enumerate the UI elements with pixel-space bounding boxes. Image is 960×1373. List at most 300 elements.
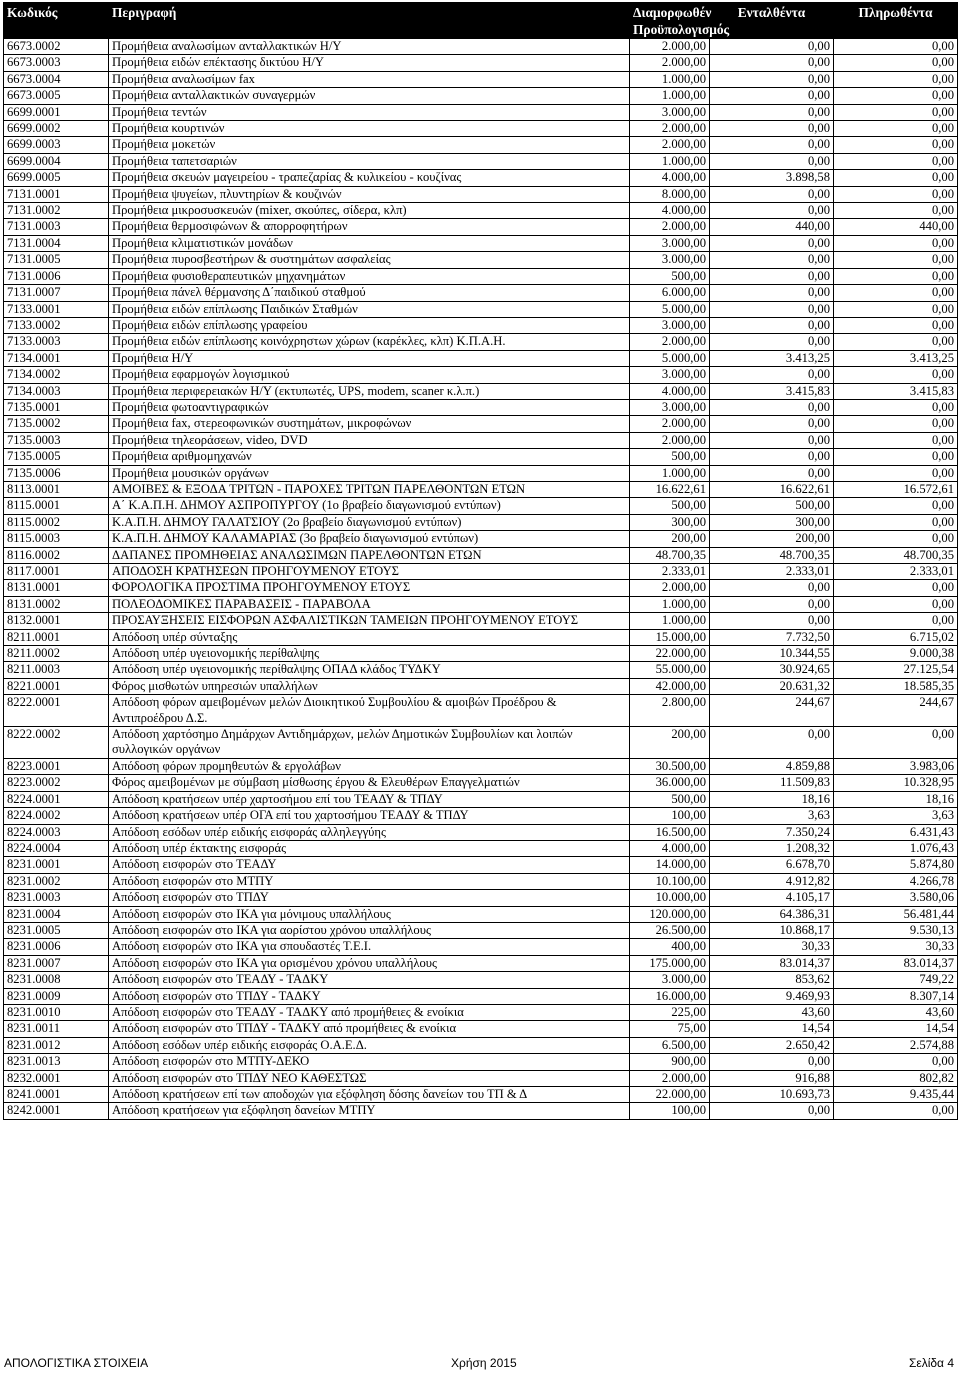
cell-paid: 18,16 [834, 791, 958, 807]
cell-committed: 0,00 [710, 580, 834, 596]
cell-code: 7131.0003 [4, 219, 109, 235]
cell-code: 7131.0007 [4, 285, 109, 301]
footer-page-number: Σελίδα 4 [908, 1356, 954, 1370]
cell-budget: 42.000,00 [630, 678, 710, 694]
cell-description: Προμήθεια περιφερειακών Η/Υ (εκτυπωτές, UPS, modem, scaner κ.λ.π.) [109, 383, 630, 399]
cell-paid: 0,00 [834, 432, 958, 448]
table-row [4, 39, 958, 55]
cell-paid: 0,00 [834, 71, 958, 87]
cell-committed: 0,00 [710, 1103, 834, 1119]
cell-description: Απόδοση υπέρ υγειονομικής περίθαλψης ΟΠΑΔ κλάδος ΤΥΔΚΥ [109, 662, 630, 678]
cell-budget: 400,00 [630, 939, 710, 955]
cell-paid: 6.431,43 [834, 824, 958, 840]
cell-code: 7133.0001 [4, 301, 109, 317]
cell-budget: 175.000,00 [630, 955, 710, 971]
cell-budget: 4.000,00 [630, 203, 710, 219]
table-row [4, 268, 958, 284]
cell-budget: 500,00 [630, 449, 710, 465]
cell-description: Προμήθεια ειδών επίπλωσης κοινόχρηστων χώρων (καρέκλες, κλπ) Κ.Π.Α.Η. [109, 334, 630, 350]
cell-paid: 0,00 [834, 596, 958, 612]
cell-budget: 30.500,00 [630, 758, 710, 774]
header-code: Κωδικός [4, 3, 109, 39]
cell-paid: 9.000,38 [834, 646, 958, 662]
cell-description: Προμήθεια τηλεοράσεων, video, DVD [109, 432, 630, 448]
cell-paid: 16.572,61 [834, 481, 958, 497]
cell-budget: 120.000,00 [630, 906, 710, 922]
table-row [4, 695, 958, 727]
cell-code: 8224.0001 [4, 791, 109, 807]
cell-paid: 0,00 [834, 399, 958, 415]
cell-budget: 14.000,00 [630, 857, 710, 873]
cell-budget: 3.000,00 [630, 317, 710, 333]
cell-paid: 0,00 [834, 1103, 958, 1119]
cell-code: 7131.0001 [4, 186, 109, 202]
cell-paid: 56.481,44 [834, 906, 958, 922]
cell-budget: 3.000,00 [630, 972, 710, 988]
table-row [4, 775, 958, 791]
cell-description: Προμήθεια αναλωσίμων fax [109, 71, 630, 87]
cell-committed: 0,00 [710, 1054, 834, 1070]
table-row [4, 334, 958, 350]
cell-code: 8223.0001 [4, 758, 109, 774]
cell-description: Προμήθεια μοκετών [109, 137, 630, 153]
cell-budget: 2.000,00 [630, 39, 710, 55]
table-row [4, 252, 958, 268]
cell-description: Απόδοση εισφορών στο ΤΠΔΥ - ΤΑΔΚΥ [109, 988, 630, 1004]
cell-budget: 3.000,00 [630, 399, 710, 415]
cell-code: 7131.0004 [4, 235, 109, 251]
cell-paid: 3.580,06 [834, 890, 958, 906]
cell-code: 8231.0002 [4, 873, 109, 889]
cell-committed: 9.469,93 [710, 988, 834, 1004]
cell-code: 8241.0001 [4, 1087, 109, 1103]
cell-budget: 5.000,00 [630, 350, 710, 366]
cell-description: Προμήθεια ειδών επέκτασης δικτύου Η/Υ [109, 55, 630, 71]
cell-code: 7135.0003 [4, 432, 109, 448]
cell-code: 7133.0002 [4, 317, 109, 333]
cell-paid: 1.076,43 [834, 840, 958, 856]
table-row [4, 1021, 958, 1037]
cell-description: Προμήθεια αριθμομηχανών [109, 449, 630, 465]
table-row [4, 121, 958, 137]
table-row [4, 890, 958, 906]
table-row [4, 613, 958, 629]
cell-description: ΑΜΟΙΒΕΣ & ΕΞΟΔΑ ΤΡΙΤΩΝ - ΠΑΡΟΧΕΣ ΤΡΙΤΩΝ ΠΑΡΕΛΘΟΝΤΩΝ ΕΤΩΝ [109, 481, 630, 497]
cell-code: 8113.0001 [4, 481, 109, 497]
table-row [4, 301, 958, 317]
table-row [4, 367, 958, 383]
cell-code: 7135.0005 [4, 449, 109, 465]
table-row [4, 596, 958, 612]
cell-committed: 0,00 [710, 465, 834, 481]
cell-description: Προμήθεια τεντών [109, 104, 630, 120]
cell-paid: 14,54 [834, 1021, 958, 1037]
table-row [4, 972, 958, 988]
cell-code: 7131.0002 [4, 203, 109, 219]
cell-code: 6673.0003 [4, 55, 109, 71]
table-row [4, 317, 958, 333]
cell-code: 8115.0002 [4, 514, 109, 530]
cell-paid: 2.333,01 [834, 564, 958, 580]
cell-budget: 22.000,00 [630, 646, 710, 662]
header-description: Περιγραφή [109, 3, 630, 39]
cell-committed: 10.344,55 [710, 646, 834, 662]
table-row [4, 498, 958, 514]
cell-paid: 0,00 [834, 301, 958, 317]
table-row [4, 104, 958, 120]
cell-code: 6673.0002 [4, 39, 109, 55]
cell-paid: 0,00 [834, 613, 958, 629]
cell-code: 6699.0002 [4, 121, 109, 137]
cell-paid: 0,00 [834, 268, 958, 284]
cell-committed: 14,54 [710, 1021, 834, 1037]
cell-committed: 2.333,01 [710, 564, 834, 580]
cell-budget: 10.100,00 [630, 873, 710, 889]
table-row [4, 857, 958, 873]
cell-description: Φόρος μισθωτών υπηρεσιών υπαλλήλων [109, 678, 630, 694]
cell-paid: 6.715,02 [834, 629, 958, 645]
cell-committed: 300,00 [710, 514, 834, 530]
cell-description: Προμήθεια ανταλλακτικών συναγερμών [109, 88, 630, 104]
cell-description: ΑΠΟΔΟΣΗ ΚΡΑΤΗΣΕΩΝ ΠΡΟΗΓΟΥΜΕΝΟΥ ΕΤΟΥΣ [109, 564, 630, 580]
cell-committed: 4.912,82 [710, 873, 834, 889]
cell-code: 8231.0008 [4, 972, 109, 988]
cell-code: 6673.0005 [4, 88, 109, 104]
cell-description: Απόδοση εισφορών στο ΤΕΑΔΥ - ΤΑΔΚΥ από προμήθειες & ενοίκια [109, 1004, 630, 1020]
cell-description: Προμήθεια μουσικών οργάνων [109, 465, 630, 481]
cell-code: 8232.0001 [4, 1070, 109, 1086]
cell-description: Απόδοση υπέρ έκτακτης εισφοράς [109, 840, 630, 856]
cell-paid: 0,00 [834, 531, 958, 547]
cell-code: 7131.0006 [4, 268, 109, 284]
cell-budget: 225,00 [630, 1004, 710, 1020]
table-row [4, 203, 958, 219]
cell-code: 7134.0002 [4, 367, 109, 383]
table-row [4, 646, 958, 662]
cell-budget: 2.000,00 [630, 121, 710, 137]
cell-code: 6699.0005 [4, 170, 109, 186]
cell-committed: 20.631,32 [710, 678, 834, 694]
cell-description: Προμήθεια μικροσυσκευών (mixer, σκούπες, σίδερα, κλπ) [109, 203, 630, 219]
cell-budget: 100,00 [630, 808, 710, 824]
cell-budget: 1.000,00 [630, 71, 710, 87]
cell-committed: 0,00 [710, 449, 834, 465]
cell-committed: 30,33 [710, 939, 834, 955]
cell-description: Προμήθεια ψυγείων, πλυντηρίων & κουζινών [109, 186, 630, 202]
table-row [4, 1037, 958, 1053]
cell-committed: 7.350,24 [710, 824, 834, 840]
cell-description: Απόδοση κρατήσεων υπέρ χαρτοσήμου επί του ΤΕΑΔΥ & ΤΠΔΥ [109, 791, 630, 807]
cell-paid: 27.125,54 [834, 662, 958, 678]
table-row [4, 662, 958, 678]
cell-paid: 244,67 [834, 695, 958, 727]
table-row [4, 840, 958, 856]
table-row [4, 1070, 958, 1086]
cell-description: Απόδοση εσόδων υπέρ ειδικής εισφοράς Ο.Α.Ε.Δ. [109, 1037, 630, 1053]
cell-code: 6699.0003 [4, 137, 109, 153]
cell-budget: 2.800,00 [630, 695, 710, 727]
table-row [4, 873, 958, 889]
cell-description: Κ.Α.Π.Η. ΔΗΜΟΥ ΓΑΛΑΤΣΙΟΥ (2ο βραβείο διαγωνισμού εντύπων) [109, 514, 630, 530]
cell-paid: 0,00 [834, 1054, 958, 1070]
cell-description: Προμήθεια φυσιοθεραπευτικών μηχανημάτων [109, 268, 630, 284]
cell-code: 8115.0003 [4, 531, 109, 547]
cell-budget: 2.000,00 [630, 334, 710, 350]
cell-description: Απόδοση εισφορών στο ΤΕΑΔΥ - ΤΑΔΚΥ [109, 972, 630, 988]
cell-code: 8224.0004 [4, 840, 109, 856]
cell-code: 8223.0002 [4, 775, 109, 791]
table-row [4, 629, 958, 645]
cell-paid: 8.307,14 [834, 988, 958, 1004]
cell-description: Απόδοση εισφορών στο ΜΤΠΥ [109, 873, 630, 889]
cell-code: 8224.0003 [4, 824, 109, 840]
cell-committed: 200,00 [710, 531, 834, 547]
cell-description: Προμήθεια θερμοσιφώνων & απορροφητήρων [109, 219, 630, 235]
table-row [4, 1054, 958, 1070]
cell-code: 7133.0003 [4, 334, 109, 350]
cell-budget: 16.622,61 [630, 481, 710, 497]
cell-code: 8231.0007 [4, 955, 109, 971]
cell-committed: 3.898,58 [710, 170, 834, 186]
cell-paid: 0,00 [834, 55, 958, 71]
cell-description: ΠΟΛΕΟΔΟΜΙΚΕΣ ΠΑΡΑΒΑΣΕΙΣ - ΠΑΡΑΒΟΛΑ [109, 596, 630, 612]
cell-description: Απόδοση κρατήσεων για εξόφληση δανείων ΜΤΠΥ [109, 1103, 630, 1119]
cell-paid: 9.530,13 [834, 922, 958, 938]
cell-paid: 0,00 [834, 367, 958, 383]
cell-paid: 0,00 [834, 580, 958, 596]
table-row [4, 383, 958, 399]
table-row [4, 531, 958, 547]
cell-code: 7135.0002 [4, 416, 109, 432]
table-row [4, 481, 958, 497]
table-row [4, 219, 958, 235]
cell-budget: 6.500,00 [630, 1037, 710, 1053]
table-row [4, 580, 958, 596]
cell-budget: 3.000,00 [630, 252, 710, 268]
cell-budget: 3.000,00 [630, 104, 710, 120]
cell-code: 8231.0003 [4, 890, 109, 906]
cell-paid: 3.983,06 [834, 758, 958, 774]
cell-committed: 0,00 [710, 186, 834, 202]
footer-fiscal-year: Χρήση 2015 [451, 1356, 517, 1370]
table-row [4, 350, 958, 366]
cell-paid: 3,63 [834, 808, 958, 824]
cell-committed: 0,00 [710, 88, 834, 104]
cell-code: 8221.0001 [4, 678, 109, 694]
cell-paid: 0,00 [834, 39, 958, 55]
cell-paid: 0,00 [834, 170, 958, 186]
cell-committed: 1.208,32 [710, 840, 834, 856]
cell-paid: 0,00 [834, 252, 958, 268]
cell-paid: 0,00 [834, 88, 958, 104]
cell-committed: 853,62 [710, 972, 834, 988]
cell-committed: 4.859,88 [710, 758, 834, 774]
cell-paid: 0,00 [834, 186, 958, 202]
cell-paid: 2.574,88 [834, 1037, 958, 1053]
footer-document-title: ΑΠΟΛΟΓΙΣΤΙΚΑ ΣΤΟΙΧΕΙΑ [4, 1356, 149, 1370]
cell-code: 8222.0002 [4, 727, 109, 759]
cell-code: 8117.0001 [4, 564, 109, 580]
table-row [4, 514, 958, 530]
cell-paid: 9.435,44 [834, 1087, 958, 1103]
cell-description: Φόρος αμειβομένων με σύμβαση μίσθωσης έργου & Ελευθέρων Επαγγελματιών [109, 775, 630, 791]
cell-committed: 4.105,17 [710, 890, 834, 906]
page-footer [0, 1356, 960, 1372]
cell-budget: 1.000,00 [630, 596, 710, 612]
cell-budget: 1.000,00 [630, 153, 710, 169]
cell-description: Προμήθεια φωτοαντιγραφικών [109, 399, 630, 415]
cell-committed: 0,00 [710, 399, 834, 415]
table-row [4, 285, 958, 301]
cell-budget: 4.000,00 [630, 170, 710, 186]
cell-committed: 3.415,83 [710, 383, 834, 399]
table-row [4, 564, 958, 580]
cell-description: Προμήθεια ταπετσαριών [109, 153, 630, 169]
cell-committed: 0,00 [710, 39, 834, 55]
cell-paid: 10.328,95 [834, 775, 958, 791]
cell-committed: 0,00 [710, 121, 834, 137]
cell-committed: 0,00 [710, 596, 834, 612]
table-body [4, 39, 958, 1120]
cell-budget: 100,00 [630, 1103, 710, 1119]
cell-budget: 500,00 [630, 498, 710, 514]
cell-description: Κ.Α.Π.Η. ΔΗΜΟΥ ΚΑΛΑΜΑΡΙΑΣ (3ο βραβείο διαγωνισμού εντύπων) [109, 531, 630, 547]
cell-description: Απόδοση υπέρ υγειονομικής περίθαλψης [109, 646, 630, 662]
cell-committed: 0,00 [710, 367, 834, 383]
cell-committed: 0,00 [710, 432, 834, 448]
cell-code: 8132.0001 [4, 613, 109, 629]
cell-budget: 22.000,00 [630, 1087, 710, 1103]
cell-budget: 2.000,00 [630, 55, 710, 71]
cell-description: Απόδοση εισφορών στο ΤΠΔΥ - ΤΑΔΚΥ από προμήθειες & ενοίκια [109, 1021, 630, 1037]
cell-budget: 1.000,00 [630, 613, 710, 629]
table-row [4, 791, 958, 807]
cell-code: 8242.0001 [4, 1103, 109, 1119]
cell-committed: 6.678,70 [710, 857, 834, 873]
cell-paid: 30,33 [834, 939, 958, 955]
cell-description: Προμήθεια εφαρμογών λογισμικού [109, 367, 630, 383]
cell-description: Απόδοση εισφορών στο ΙΚΑ για αορίστου χρόνου υπαλλήλους [109, 922, 630, 938]
cell-committed: 48.700,35 [710, 547, 834, 563]
cell-description: Προμήθεια αναλωσίμων ανταλλακτικών Η/Υ [109, 39, 630, 55]
cell-paid: 3.415,83 [834, 383, 958, 399]
cell-code: 8211.0003 [4, 662, 109, 678]
cell-paid: 440,00 [834, 219, 958, 235]
cell-paid: 18.585,35 [834, 678, 958, 694]
table-row [4, 955, 958, 971]
cell-committed: 440,00 [710, 219, 834, 235]
cell-paid: 802,82 [834, 1070, 958, 1086]
cell-paid: 0,00 [834, 285, 958, 301]
cell-paid: 749,22 [834, 972, 958, 988]
cell-budget: 1.000,00 [630, 88, 710, 104]
cell-code: 8231.0004 [4, 906, 109, 922]
cell-paid: 5.874,80 [834, 857, 958, 873]
cell-description: Προμήθεια πυροσβεστήρων & συστημάτων ασφαλείας [109, 252, 630, 268]
cell-committed: 3.413,25 [710, 350, 834, 366]
cell-budget: 16.500,00 [630, 824, 710, 840]
table-row [4, 939, 958, 955]
table-row [4, 432, 958, 448]
cell-committed: 0,00 [710, 104, 834, 120]
table-row [4, 808, 958, 824]
cell-paid: 0,00 [834, 235, 958, 251]
table-row [4, 758, 958, 774]
cell-code: 8211.0002 [4, 646, 109, 662]
cell-description: ΦΟΡΟΛΟΓΙΚΑ ΠΡΟΣΤΙΜΑ ΠΡΟΗΓΟΥΜΕΝΟΥ ΕΤΟΥΣ [109, 580, 630, 596]
cell-paid: 4.266,78 [834, 873, 958, 889]
cell-budget: 5.000,00 [630, 301, 710, 317]
cell-committed: 0,00 [710, 203, 834, 219]
cell-description: Απόδοση εισφορών στο ΤΕΑΔΥ [109, 857, 630, 873]
cell-committed: 0,00 [710, 252, 834, 268]
table-row [4, 71, 958, 87]
cell-budget: 16.000,00 [630, 988, 710, 1004]
table-row [4, 88, 958, 104]
cell-committed: 0,00 [710, 268, 834, 284]
cell-budget: 55.000,00 [630, 662, 710, 678]
cell-paid: 0,00 [834, 203, 958, 219]
cell-description: Προμήθεια σκευών μαγειρείου - τραπεζαρίας & κυλικείου - κουζίνας [109, 170, 630, 186]
table-row [4, 170, 958, 186]
cell-committed: 0,00 [710, 137, 834, 153]
cell-budget: 2.000,00 [630, 432, 710, 448]
cell-description: Απόδοση χαρτόσημο Δημάρχων Αντιδημάρχων, μελών Δημοτικών Συμβουλίων και λοιπών συλλογικών οργάνων [109, 727, 630, 759]
cell-description: Προμήθεια ειδών επίπλωσης γραφείου [109, 317, 630, 333]
cell-budget: 3.000,00 [630, 235, 710, 251]
cell-budget: 36.000,00 [630, 775, 710, 791]
cell-code: 8231.0011 [4, 1021, 109, 1037]
cell-committed: 18,16 [710, 791, 834, 807]
cell-budget: 75,00 [630, 1021, 710, 1037]
cell-budget: 4.000,00 [630, 840, 710, 856]
table-row [4, 988, 958, 1004]
cell-budget: 300,00 [630, 514, 710, 530]
cell-paid: 0,00 [834, 137, 958, 153]
cell-budget: 2.000,00 [630, 580, 710, 596]
cell-committed: 0,00 [710, 235, 834, 251]
cell-budget: 2.000,00 [630, 137, 710, 153]
cell-code: 8115.0001 [4, 498, 109, 514]
cell-paid: 0,00 [834, 153, 958, 169]
cell-description: ΔΑΠΑΝΕΣ ΠΡΟΜΗΘΕΙΑΣ ΑΝΑΛΩΣΙΜΩΝ ΠΑΡΕΛΘΟΝΤΩΝ ΕΤΩΝ [109, 547, 630, 563]
cell-committed: 0,00 [710, 153, 834, 169]
cell-code: 8231.0009 [4, 988, 109, 1004]
cell-description: Προμήθεια Η/Υ [109, 350, 630, 366]
cell-paid: 0,00 [834, 498, 958, 514]
table-row [4, 824, 958, 840]
cell-code: 8131.0002 [4, 596, 109, 612]
cell-committed: 0,00 [710, 317, 834, 333]
cell-committed: 916,88 [710, 1070, 834, 1086]
cell-paid: 0,00 [834, 104, 958, 120]
table-row [4, 55, 958, 71]
cell-committed: 7.732,50 [710, 629, 834, 645]
table-row [4, 1004, 958, 1020]
cell-code: 8131.0001 [4, 580, 109, 596]
table-row [4, 1103, 958, 1119]
cell-budget: 48.700,35 [630, 547, 710, 563]
cell-description: Προμήθεια ειδών επίπλωσης Παιδικών Σταθμών [109, 301, 630, 317]
cell-committed: 500,00 [710, 498, 834, 514]
table-row [4, 678, 958, 694]
cell-committed: 10.693,73 [710, 1087, 834, 1103]
cell-description: Απόδοση υπέρ σύνταξης [109, 629, 630, 645]
cell-code: 8231.0012 [4, 1037, 109, 1053]
cell-description: Απόδοση εισφορών στο ΤΠΔΥ ΝΕΟ ΚΑΘΕΣΤΩΣ [109, 1070, 630, 1086]
cell-budget: 2.000,00 [630, 1070, 710, 1086]
cell-budget: 15.000,00 [630, 629, 710, 645]
